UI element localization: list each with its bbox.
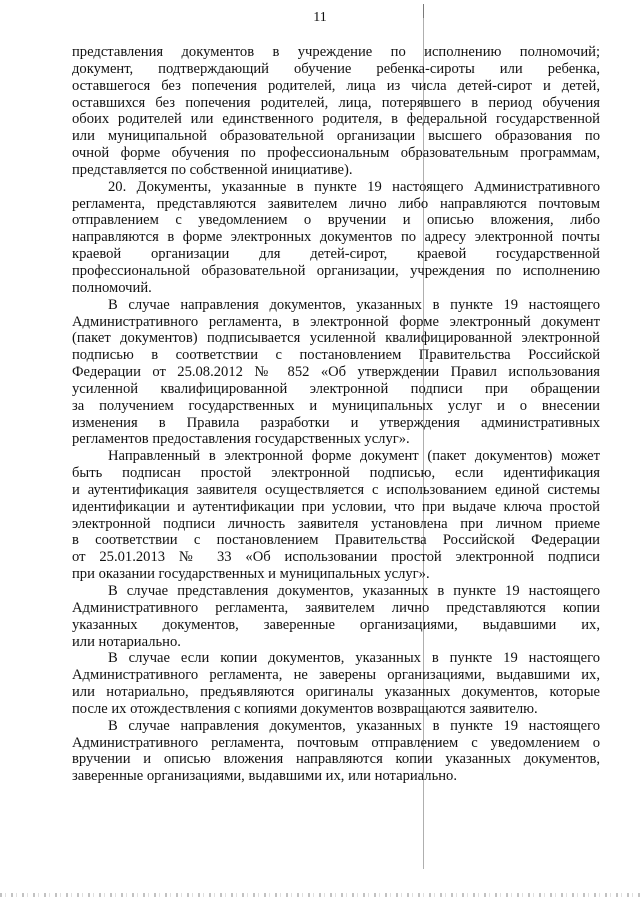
text-line: регламентов предоставления государственных услуг». — [72, 431, 410, 448]
text-line: Административного регламента, заявителем лично представляются копии — [72, 599, 600, 616]
paragraph — [72, 650, 600, 717]
paragraph — [72, 583, 600, 650]
paragraph — [72, 44, 600, 179]
text-line: регламента, представляются заявителем лично либо направляются почтовым — [72, 195, 600, 212]
page-number: 11 — [313, 10, 327, 25]
text-line: от 25.01.2013 № 33 «Об использовании простой электронной подписи — [72, 549, 600, 566]
text-line: представляется по собственной инициативе). — [72, 161, 353, 178]
scan-artifact-bottom — [0, 893, 640, 897]
text-line: подписью в соответствии с постановлением Правительства Российской — [72, 347, 600, 364]
text-line: направляются в форме электронных документов по адресу электронной почты — [72, 229, 600, 246]
text-line: при оказании государственных и муниципальных услуг». — [72, 566, 430, 583]
text-line: обоих родителей или единственного родителя, в федеральной государственной — [72, 111, 600, 128]
text-line: оставшегося без попечения родителей, лица из числа детей-сирот и детей, — [72, 77, 600, 94]
text-line: усиленной квалифицированной электронной подписи при обращении — [72, 380, 600, 397]
paragraph — [72, 179, 600, 297]
text-line: В случае представления документов, указанных в пункте 19 настоящего — [108, 583, 600, 599]
text-line: вручении и описью вложения направляются копии указанных документов, — [72, 751, 600, 768]
text-line: Административного регламента, почтовым отправлением с уведомлением о — [72, 734, 600, 751]
text-line: изменения в Правила разработки и утверждения административных — [72, 414, 600, 431]
text-line: и аутентификация заявителя осуществляется с использованием единой системы — [72, 481, 600, 498]
text-line: после их отождествления с копиями документов возвращаются заявителю. — [72, 700, 538, 717]
text-line: Административного регламента, не заверены организациями, выдавшими их, — [72, 667, 600, 684]
text-line: за получением государственных и муниципальных услуг и о внесении — [72, 397, 600, 414]
text-line: краевой организации для детей-сирот, краевой государственной — [72, 246, 600, 263]
text-line: В случае направления документов, указанных в пункте 19 настоящего — [108, 717, 600, 734]
text-line: 20. Документы, указанные в пункте 19 настоящего Административного — [108, 178, 600, 195]
text-line: или нотариально. — [72, 633, 181, 650]
text-line: идентификации и аутентификации при условии, что при выдаче ключа простой — [72, 498, 600, 515]
text-line: документ, подтверждающий обучение ребенка-сироты или ребенка, — [72, 60, 600, 77]
text-line: (пакет документов) подписывается усиленной квалифицированной электронной — [72, 330, 600, 347]
text-line: быть подписан простой электронной подписью, если идентификация — [72, 465, 600, 482]
text-line: представления документов в учреждение по исполнению полномочий; — [72, 44, 600, 60]
text-line: указанных документов, заверенные организациями, выдавшими их, — [72, 616, 600, 633]
text-line: отправлением с уведомлением о вручении и описью вложения, либо — [72, 212, 600, 229]
text-line: Направленный в электронной форме документ (пакет документов) может — [108, 448, 600, 465]
text-line: оставшихся без попечения родителей, лица, потерявшего в период обучения — [72, 94, 600, 111]
text-line: Федерации от 25.08.2012 № 852 «Об утверждении Правил использования — [72, 364, 600, 381]
text-line: или муниципальной образовательной организации высшего образования по — [72, 128, 600, 145]
paragraph — [72, 448, 600, 583]
text-line: Административного регламента, в электронной форме электронный документ — [72, 313, 600, 330]
text-line: профессиональной образовательной организации, учреждения по исполнению — [72, 262, 600, 279]
text-line: В случае направления документов, указанных в пункте 19 настоящего — [108, 296, 600, 313]
text-line: электронной подписи личность заявителя установлена при личном приеме — [72, 515, 600, 532]
text-line: полномочий. — [72, 279, 152, 296]
text-line: или нотариально, предъявляются оригиналы указанных документов, которые — [72, 684, 600, 701]
text-line: в соответствии с постановлением Правительства Российской Федерации — [72, 532, 600, 549]
text-line: очной форме обучения по профессиональным образовательным программам, — [72, 145, 600, 162]
paragraph — [72, 718, 600, 785]
paragraph — [72, 297, 600, 449]
text-line: заверенные организациями, выдавшими их, или нотариально. — [72, 768, 457, 785]
document-body — [72, 44, 600, 785]
text-line: В случае если копии документов, указанных в пункте 19 настоящего — [108, 650, 600, 667]
